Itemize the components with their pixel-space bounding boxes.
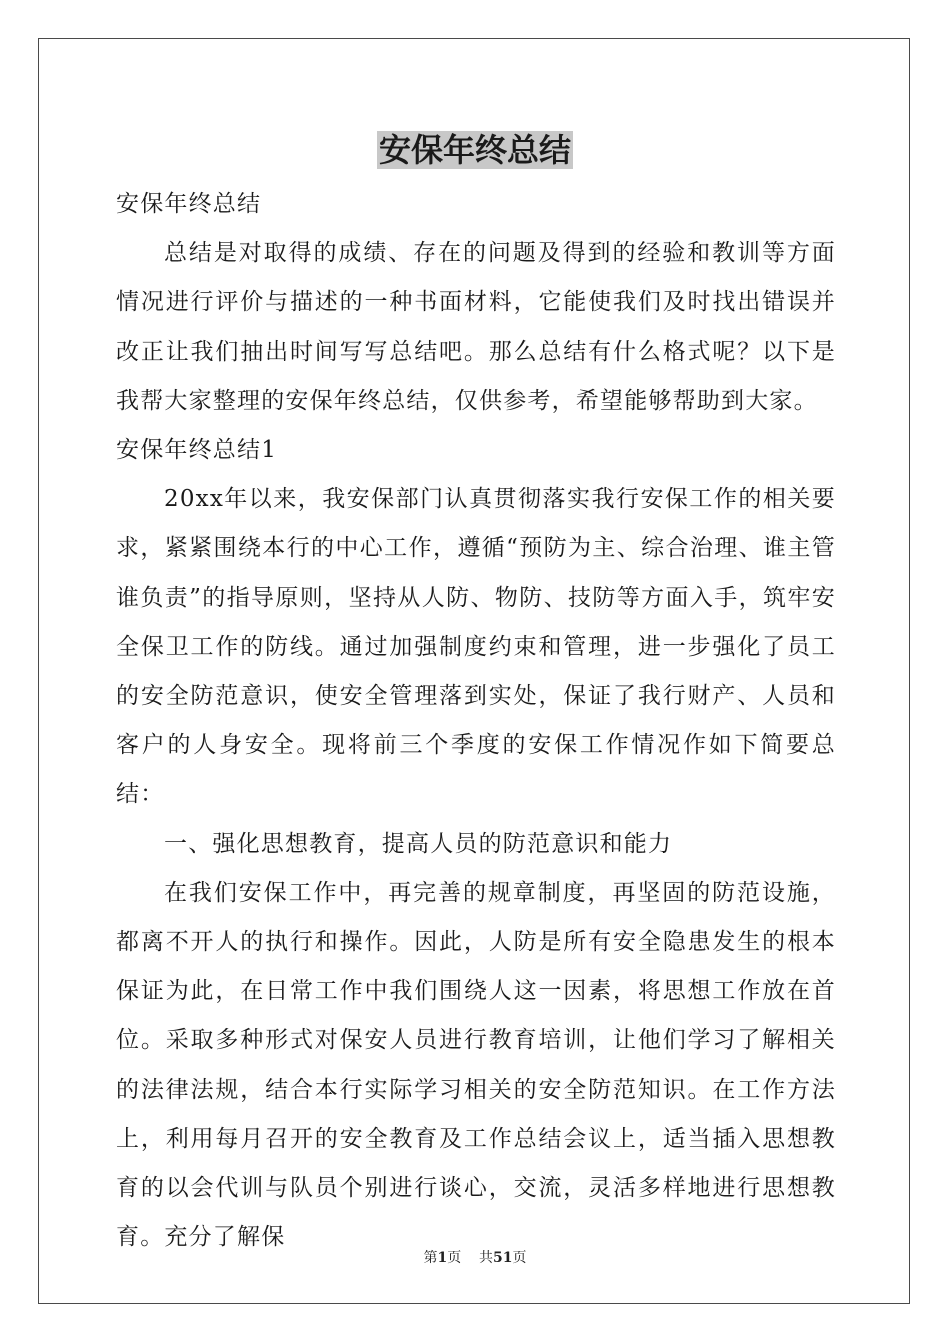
total-page-count: 51 <box>493 1250 513 1266</box>
current-page-number: 1 <box>437 1250 448 1266</box>
document-title: 安保年终总结 <box>378 131 571 169</box>
total-prefix: 共 <box>479 1250 494 1266</box>
page-footer <box>0 1248 950 1268</box>
subsection-heading: 一、强化思想教育，提高人员的防范意识和能力 <box>164 830 673 857</box>
section-heading: 安保年终总结1 <box>116 437 278 464</box>
intro-paragraph: 总结是对取得的成绩、存在的问题及得到的经验和教训等方面情况进行评价与描述的一种书面材料，它能使我们及时找出错误并改正让我们抽出时间写写总结吧。那么总结有什么格式呢？以下是我帮大家整理的安保年终总结，仅供参考，希望能够帮助到大家。 <box>116 240 836 414</box>
document-body <box>116 180 836 1262</box>
body-paragraph: 20xx年以来，我安保部门认真贯彻落实我行安保工作的相关要求，紧紧围绕本行的中心工作，遵循“预防为主、综合治理、谁主管谁负责”的指导原则，坚持从人防、物防、技防等方面入手，筑牢安全保卫工作的防线。通过加强制度约束和管理，进一步强化了员工的安全防范意识，使安全管理落到实处，保证了我行财产、人员和客户的人身安全。现将前三个季度的安保工作情况作如下简要总结： <box>116 486 836 808</box>
page-suffix: 页 <box>447 1250 462 1266</box>
subtitle-paragraph: 安保年终总结 <box>116 191 262 217</box>
body-paragraph: 在我们安保工作中，再完善的规章制度，再坚固的防范设施，都离不开人的执行和操作。因此，人防是所有安全隐患发生的根本保证为此，在日常工作中我们围绕人这一因素，将思想工作放在首位。采取多种形式对保安人员进行教育培训，让他们学习了解相关的法律法规，结合本行实际学习相关的安全防范知识。在工作方法上，利用每月召开的安全教育及工作总结会议上，适当插入思想教育的以会代训与队员个别进行谈心，交流，灵活多样地进行思想教育。充分了解保 <box>116 879 836 1251</box>
total-suffix: 页 <box>512 1250 527 1266</box>
page-prefix: 第 <box>423 1250 438 1266</box>
